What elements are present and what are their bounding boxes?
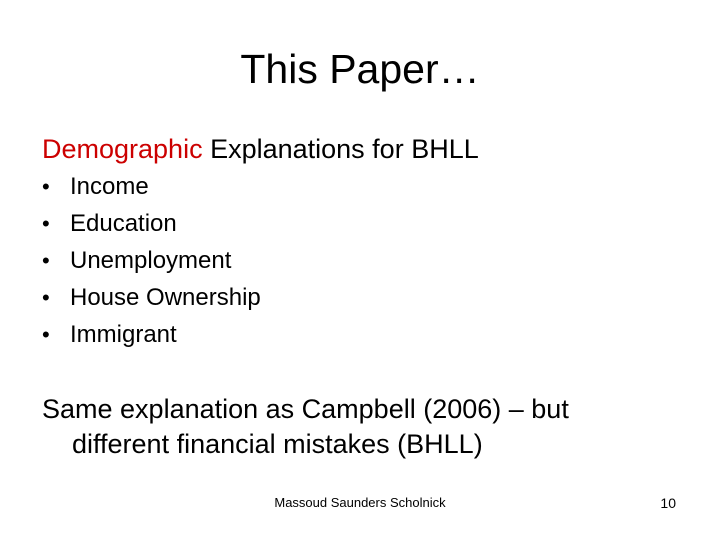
- slide-title: This Paper…: [240, 46, 480, 92]
- bullet-text: Unemployment: [70, 247, 232, 274]
- bullet-text: House Ownership: [70, 284, 261, 311]
- section-heading: [42, 132, 479, 166]
- bullet-item-unemployment: [42, 242, 261, 279]
- summary-text: [42, 392, 702, 462]
- bullet-glyph: •: [42, 174, 50, 199]
- bullet-item-house-ownership: [42, 279, 261, 316]
- bullet-list: [42, 168, 261, 353]
- bullet-item-education: [42, 205, 261, 242]
- bullet-text: Immigrant: [70, 321, 177, 348]
- summary-line-2: different financial mistakes (BHLL): [72, 429, 483, 459]
- bullet-glyph: •: [42, 322, 50, 347]
- bullet-glyph: •: [42, 248, 50, 273]
- footer-authors: Massoud Saunders Scholnick: [274, 495, 446, 510]
- heading-rest: Explanations for BHLL: [202, 134, 479, 164]
- bullet-glyph: •: [42, 285, 50, 310]
- bullet-text: Education: [70, 210, 177, 237]
- bullet-text: Income: [70, 173, 149, 200]
- heading-accent-word: Demographic: [42, 134, 203, 164]
- bullet-item-income: [42, 168, 261, 205]
- bullet-item-immigrant: [42, 316, 261, 353]
- bullet-glyph: •: [42, 211, 50, 236]
- page-number: 10: [660, 495, 676, 511]
- summary-line-1: Same explanation as Campbell (2006) – but: [42, 394, 569, 424]
